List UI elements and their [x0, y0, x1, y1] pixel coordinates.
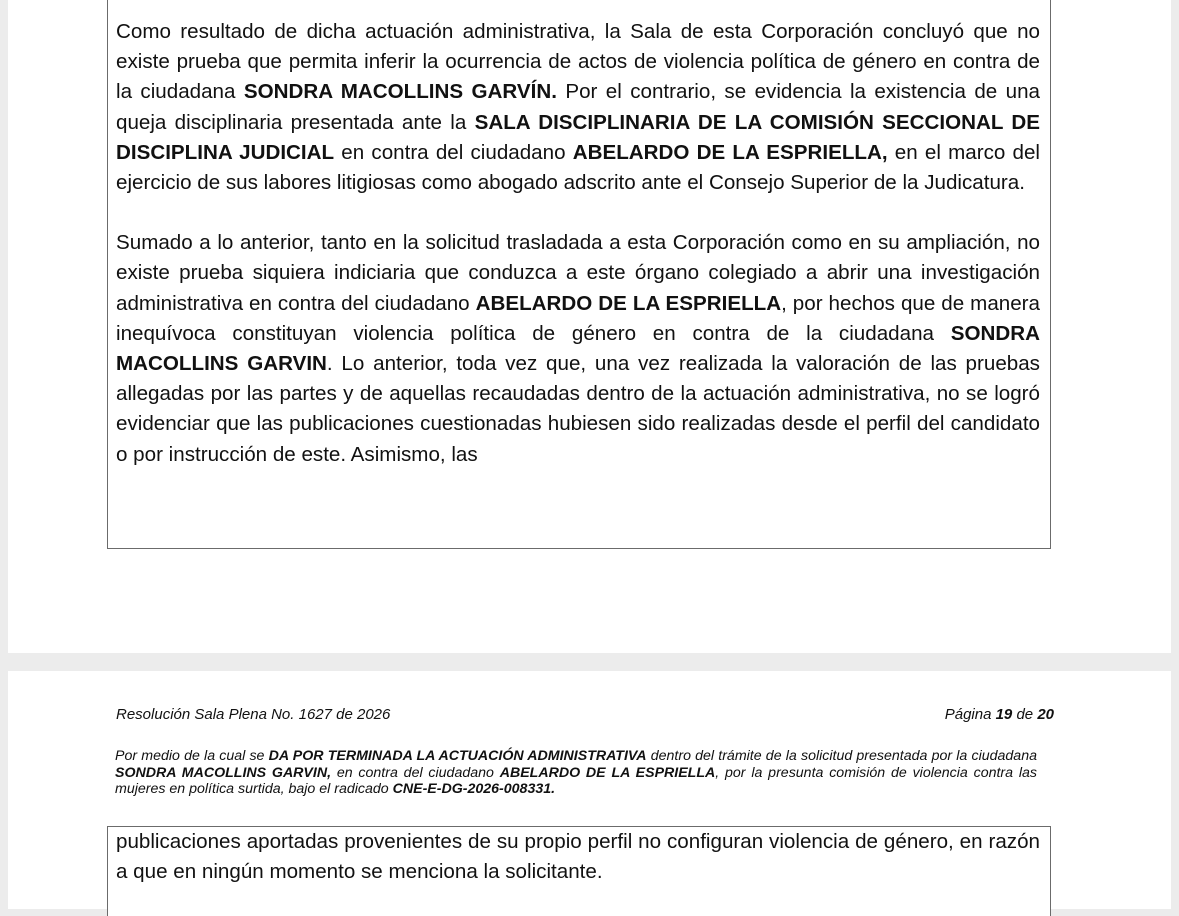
bold-terminada: DA POR TERMINADA LA ACTUACIÓN ADMINISTRATIVA: [268, 748, 647, 764]
page-number: [945, 706, 1054, 723]
text-run: en contra del ciudadano: [334, 140, 573, 164]
resolution-description: [115, 748, 1037, 798]
paragraph-analysis: [116, 228, 1040, 470]
bold-name-abelardo: ABELARDO DE LA ESPRIELLA: [475, 291, 782, 315]
page-label: Página: [944, 706, 996, 723]
text-run: dentro del trámite de la solicitud presentada por la ciudadana: [646, 748, 1037, 764]
bold-name-abelardo: ABELARDO DE LA ESPRIELLA: [499, 764, 716, 781]
document-page-top: [8, 0, 1171, 653]
page-header: [116, 706, 1054, 723]
paragraph-continuation: publicaciones aportadas provenientes de su propio perfil no configuran violencia de género, en razón a que en ningún momento se menciona la solicitante.: [116, 830, 1040, 884]
content-textbox: [107, 0, 1051, 549]
bold-name-sondra: SONDRA MACOLLINS GARVIN,: [115, 764, 332, 781]
text-run: . Lo anterior, toda vez que, una vez realizada la valoración de las pruebas allegadas por las partes y de aquellas recaudadas dentro de la actuación administrativa, no se logró evidenciar que las publicaciones cuestionadas hubiesen sido realizadas desde el perfil del candidato o por instrucción de este. Asimismo, las: [116, 352, 1040, 466]
bold-name-sondra: SONDRA MACOLLINS GARVÍN.: [243, 80, 557, 104]
bold-sala-disciplinaria: SALA DISCIPLINARIA DE LA COMISIÓN SECCIONAL DE DISCIPLINA JUDICIAL: [116, 110, 1040, 164]
text-run: Por medio de la cual se: [115, 748, 269, 764]
text-run: en contra del ciudadano: [331, 764, 500, 781]
bold-name-sondra: SONDRA MACOLLINS GARVIN: [116, 321, 1040, 376]
page-total: 20: [1037, 706, 1054, 723]
bold-name-abelardo: ABELARDO DE LA ESPRIELLA,: [572, 140, 888, 164]
page-current: 19: [995, 706, 1013, 723]
document-page-bottom: [8, 671, 1171, 909]
text-run: Sumado a lo anterior, tanto en la solicitud trasladada a esta Corporación como en su ampliación, no existe prueba siquiera indiciaria que conduzca a este órgano colegiado a abrir una investigación administrativa en contra del ciudadano: [116, 231, 1040, 315]
paragraph-conclusion: [116, 17, 1040, 198]
text-run: Por el contrario, se evidencia la existencia de una queja disciplinaria presentada ante la: [116, 80, 1040, 134]
resolution-number: Resolución Sala Plena No. 1627 de 2026: [116, 706, 391, 723]
bold-radicado: CNE-E-DG-2026-008331.: [392, 781, 556, 797]
text-run: , por la presunta comisión de violencia contra las mujeres en política surtida, bajo el radicado: [115, 764, 1037, 797]
text-run: en el marco del ejercicio de sus labores litigiosas como abogado adscrito ante el Consejo Superior de la Judicatura.: [116, 140, 1040, 195]
page-of: de: [1012, 706, 1038, 723]
text-run: Como resultado de dicha actuación administrativa, la Sala de esta Corporación concluyó que no existe prueba que permita inferir la ocurrencia de actos de violencia política de género en contra de la ciudadana: [116, 20, 1040, 104]
content-textbox-continued: [107, 826, 1051, 916]
text-run: , por hechos que de manera inequívoca constituyan violencia política de género en contra de la ciudadana: [116, 291, 1040, 345]
